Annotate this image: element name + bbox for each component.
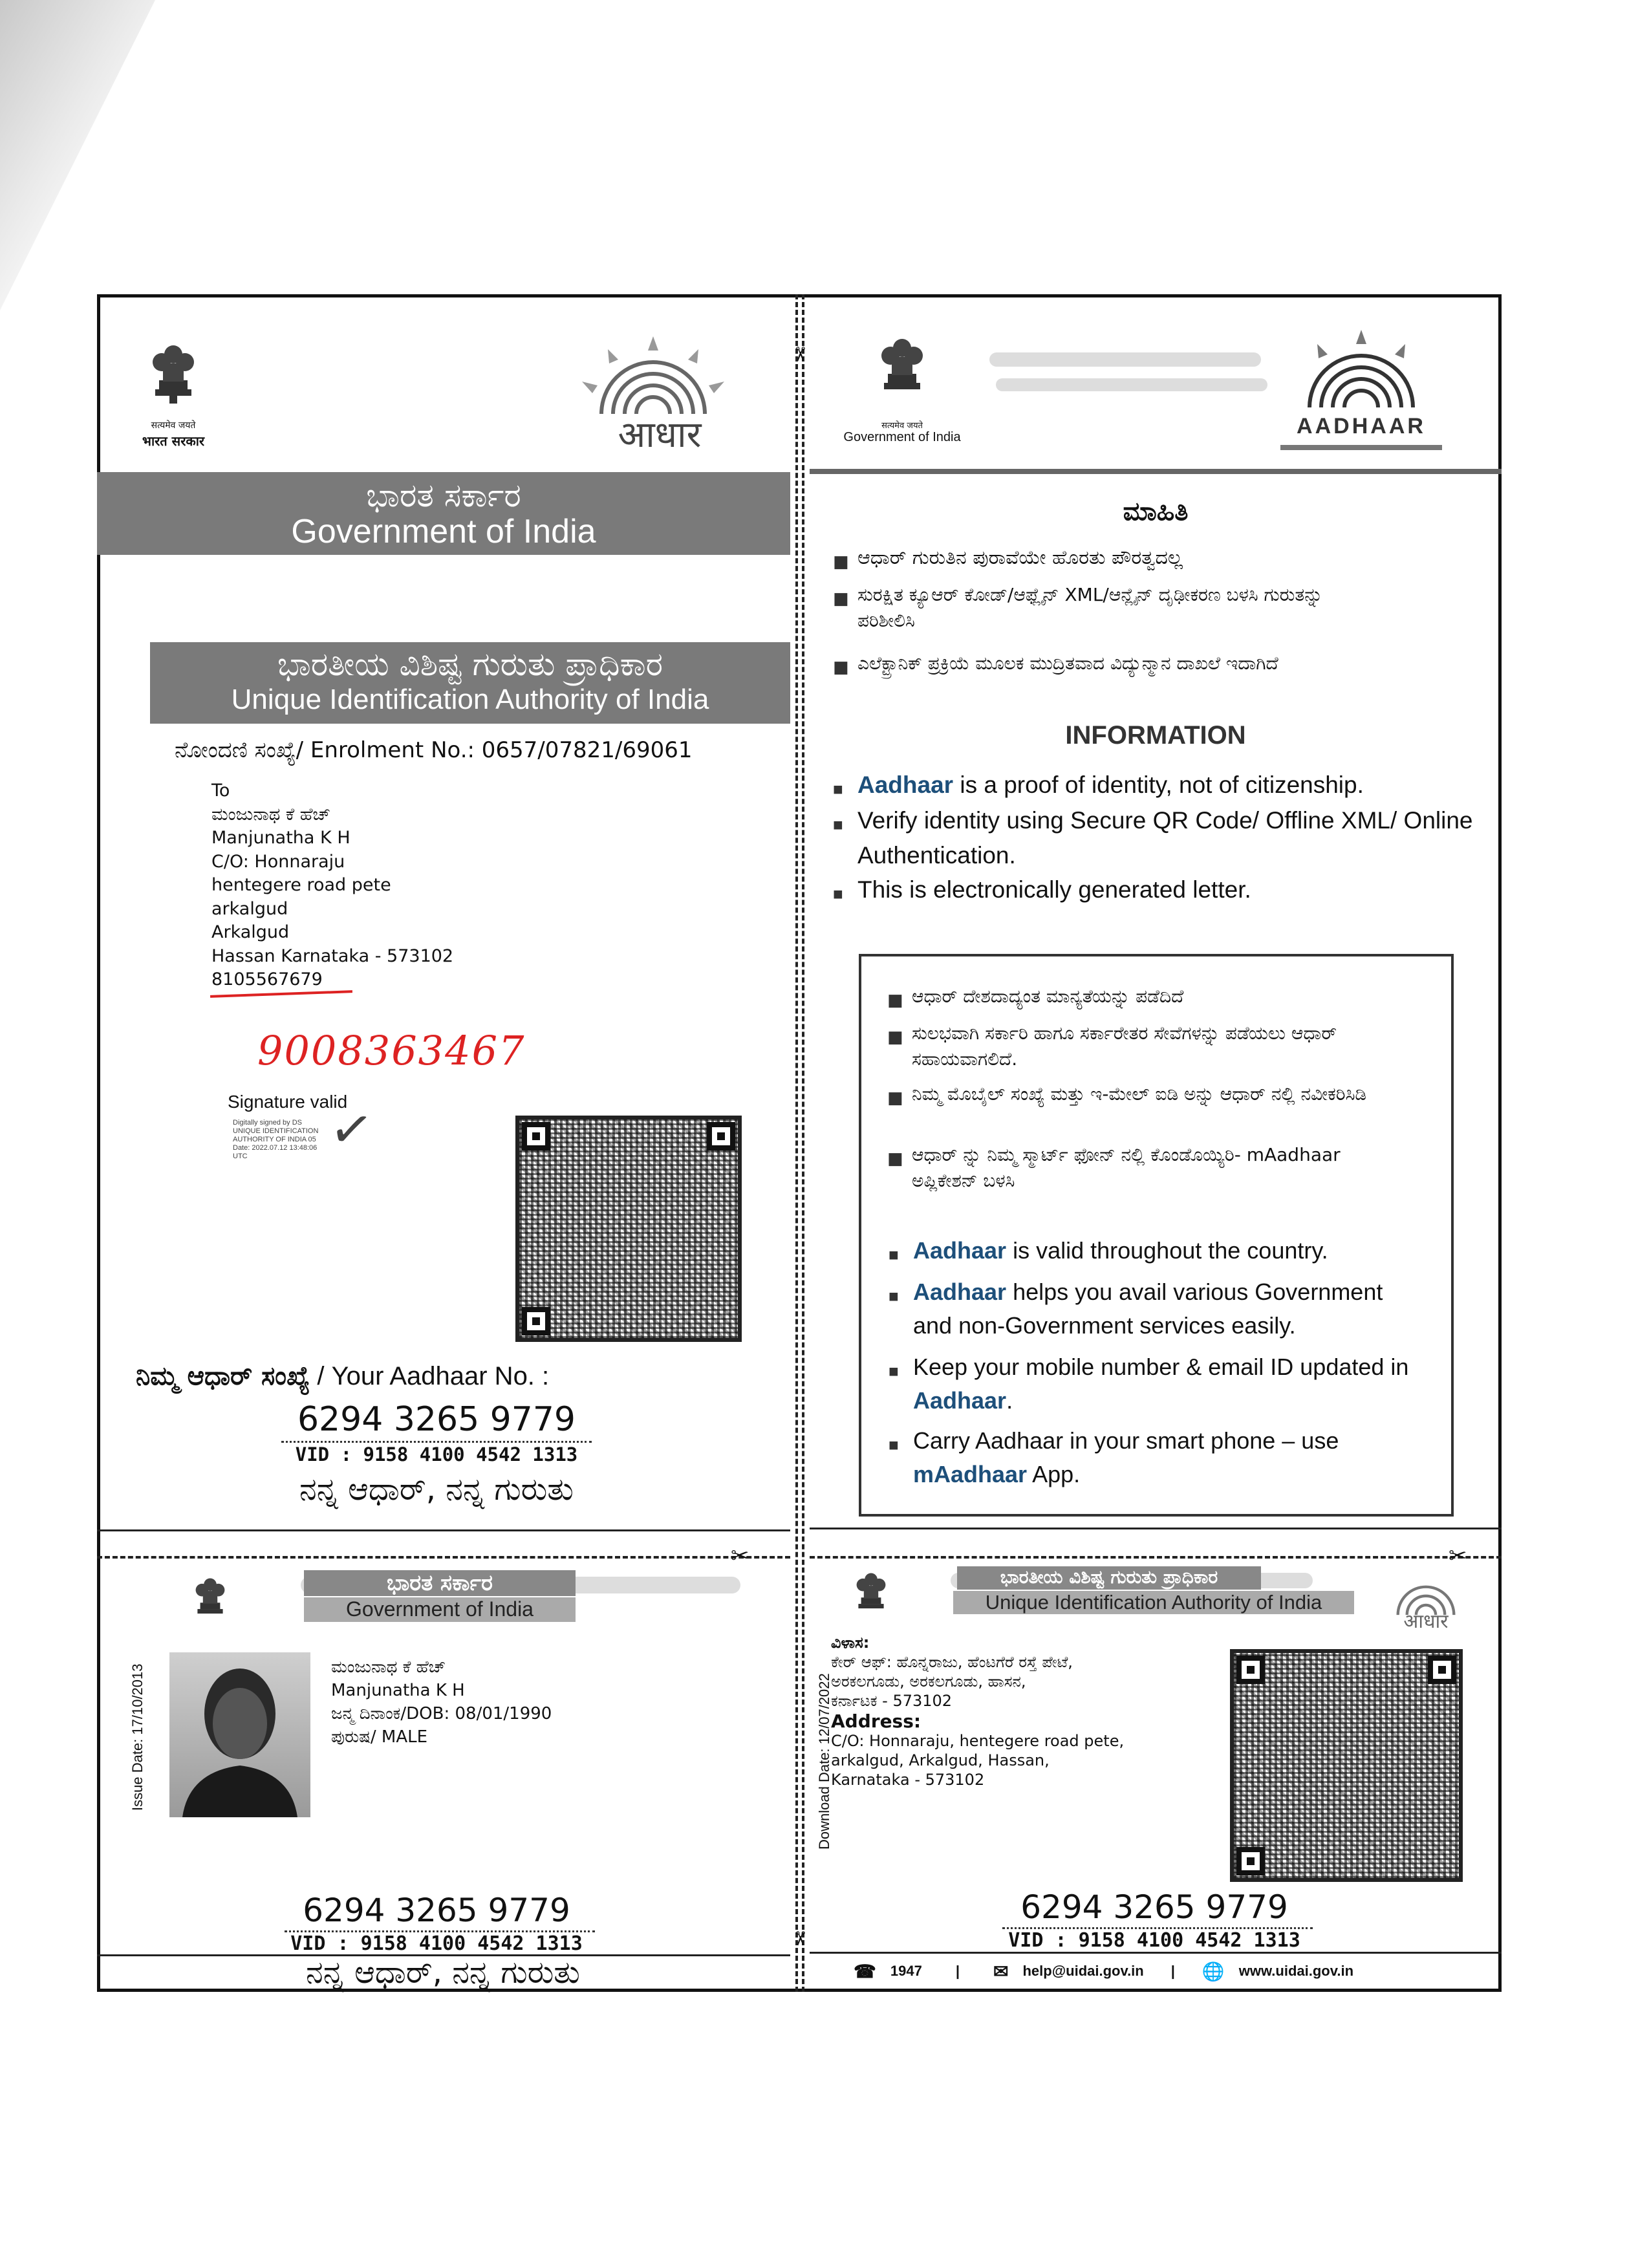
gender: ಪುರುಷ/ MALE	[331, 1727, 428, 1747]
vid-number: VID : 9158 4100 4542 1313	[295, 1443, 578, 1465]
address-english-line: arkalgud, Arkalgud, Hassan,	[831, 1751, 1050, 1769]
box-kannada-item: ■ ಆಧಾರ್ ನ್ನು ನಿಮ್ಮ ಸ್ಮಾರ್ಟ್ ಫೋನ್ ನಲ್ಲಿ ಕೊಂಡೊಯ್ಯಿರಿ- mAadhaar ಅಪ್ಲಿಕೇಶನ್ ಬಳಸಿ	[912, 1142, 1403, 1194]
address-line: Manjunatha K H	[211, 828, 350, 848]
card-aadhaar-number: 6294 3265 9779	[303, 1892, 570, 1929]
right-section-divider	[810, 1528, 1502, 1529]
download-date: Download Date: 12/07/2022	[816, 1673, 832, 1850]
address-line: Hassan Karnataka - 573102	[211, 945, 454, 966]
footer-divider: |	[955, 1963, 960, 1979]
redaction-smudge	[989, 352, 1261, 367]
card-slogan: ನನ್ನ ಆಧಾರ್, ನನ್ನ ಗುರುತು	[306, 1954, 580, 1991]
government-band	[97, 472, 790, 555]
address-kannada-line: ಕೇರ್ ಆಫ್: ಹೊನ್ನರಾಜು, ಹೆಂಟಗೆರೆ ರಸ್ತೆ ಪೇಟೆ,	[831, 1653, 1073, 1671]
address-label-kannada: ವಿಳಾಸ:	[831, 1634, 870, 1652]
box-english-item: ■ Carry Aadhaar in your smart phone – use mAadhaar App.	[913, 1424, 1424, 1491]
website: www.uidai.gov.in	[1238, 1963, 1354, 1979]
info-kannada-item: ■ ಸುರಕ್ಷಿತ ಕ್ಯೂಆರ್ ಕೋಡ್/ಆಫ್ಲೈನ್ XML/ಆನ್ಲೈನ್ ದೃಢೀಕರಣ ಬಳಸಿ ಗುರುತನ್ನು ಪರಿಶೀಲಿಸಿ	[857, 582, 1362, 634]
box-english-item: ■ Aadhaar is valid throughout the country.	[913, 1234, 1430, 1268]
info-english-item: ■ Aadhaar is a proof of identity, not of citizenship.	[857, 768, 1478, 802]
uidai-band	[150, 642, 790, 724]
qr-code	[515, 1116, 742, 1342]
gov-kannada: ಭಾರತ ಸರ್ಕಾರ	[366, 477, 521, 514]
date-of-birth: ಜನ್ಮ ದಿನಾಂಕ/DOB: 08/01/1990	[331, 1704, 552, 1723]
issue-date: Issue Date: 17/10/2013	[129, 1663, 146, 1811]
your-aadhaar-label: ನಿಮ್ಮ ಆಧಾರ್ ಸಂಖ್ಯೆ / Your Aadhaar No. :	[136, 1361, 550, 1391]
card-back-bottom-rule	[810, 1952, 1502, 1954]
aadhaar-number: 6294 3265 9779	[297, 1400, 576, 1439]
handwritten-number: 9008363467	[257, 1027, 526, 1074]
signature-checkmark-icon: ✓	[326, 1097, 377, 1161]
address-line: C/O: Honnaraju	[211, 851, 345, 872]
scissors-icon: ✂	[789, 345, 811, 363]
card-gov-english: Government of India	[304, 1597, 576, 1622]
address-line: To	[211, 781, 230, 801]
page-curl-shadow	[0, 0, 155, 310]
footer-divider: |	[1170, 1963, 1175, 1979]
national-emblem-icon	[141, 335, 206, 416]
aadhaar-logo-icon	[1284, 330, 1439, 420]
globe-icon: 🌐	[1202, 1961, 1225, 1982]
digital-signature-details: Digitally signed by DS UNIQUE IDENTIFICATION AUTHORITY OF INDIA 05 Date: 2022.07.12 13:48:06 UTC	[233, 1119, 319, 1160]
address-line: ಮಂಜುನಾಥ ಕೆ ಹೆಚ್	[211, 804, 330, 825]
info-title-kannada: ಮಾಹಿತಿ	[1123, 497, 1189, 526]
card-back-vid: VID : 9158 4100 4542 1313	[1008, 1929, 1300, 1952]
address-block	[211, 779, 453, 992]
vertical-cut-line	[790, 294, 810, 1992]
scissors-icon: ✂	[731, 1544, 749, 1568]
info-kannada-item: ■ ಎಲೆಕ್ಟ್ರಾನಿಕ್ ಪ್ರಕ್ರಿಯೆ ಮೂಲಕ ಮುದ್ರಿತವಾದ ವಿದ್ಯುನ್ಮಾನ ದಾಖಲೆ ಇದಾಗಿದೆ	[857, 647, 1362, 680]
enrolment-number: ನೋಂದಣಿ ಸಂಖ್ಯೆ/ Enrolment No.: 0657/07821/69061	[175, 737, 693, 763]
horizontal-cut-line-right	[810, 1551, 1502, 1564]
horizontal-cut-line-left	[97, 1551, 790, 1564]
address-kannada-line: ಕರ್ನಾಟಕ - 573102	[831, 1692, 953, 1710]
box-kannada-item: ■ ಸುಲಭವಾಗಿ ಸರ್ಕಾರಿ ಹಾಗೂ ಸರ್ಕಾರೇತರ ಸೇವೆಗಳನ್ನು ಪಡೆಯಲು ಆಧಾರ್ ಸಹಾಯವಾಗಲಿದೆ.	[912, 1021, 1390, 1072]
name-kannada: ಮಂಜುನಾಥ ಕೆ ಹೆಚ್	[331, 1658, 446, 1677]
national-emblem-icon	[188, 1570, 233, 1628]
email: help@uidai.gov.in	[1022, 1963, 1144, 1979]
info-english-item: ■ Verify identity using Secure QR Code/ Offline XML/ Online Authentication.	[857, 803, 1478, 873]
emblem-caption-small: सत्यमेव जयते	[881, 421, 923, 431]
info-title-english: INFORMATION	[1065, 721, 1246, 750]
address-kannada-line: ಅರಕಲಗೂಡು, ಅರಕಲಗೂಡು, ಹಾಸನ,	[831, 1672, 1026, 1690]
address-english-line: C/O: Honnaraju, hentegere road pete,	[831, 1732, 1125, 1750]
right-header-divider	[810, 469, 1502, 474]
uidai-kannada: ಭಾರತೀಯ ವಿಶಿಷ್ಟ ಗುರುತು ಪ್ರಾಧಿಕಾರ	[277, 645, 663, 683]
left-section-divider	[97, 1529, 790, 1531]
phone-icon: ☎	[854, 1961, 876, 1982]
box-english-item: ■ Aadhaar helps you avail various Government and non-Government services easily.	[913, 1275, 1424, 1343]
box-english-item: ■ Keep your mobile number & email ID updated in Aadhaar.	[913, 1350, 1424, 1418]
box-kannada-item: ■ ಆಧಾರ್ ದೇಶದಾದ್ಯಂತ ಮಾನ್ಯತೆಯನ್ನು ಪಡೆದಿದೆ	[912, 983, 1429, 1010]
card-holder-details	[331, 1656, 552, 1749]
card-uidai-kannada: ಭಾರತೀಯ ವಿಶಿಷ್ಟ ಗುರುತು ಪ್ರಾಧಿಕಾರ	[957, 1566, 1261, 1590]
address-line: Arkalgud	[211, 922, 290, 942]
qr-code	[1230, 1649, 1463, 1882]
aadhaar-logo-text: AADHAAR	[1280, 414, 1442, 450]
address-card-back	[831, 1633, 1124, 1789]
phone-number: 1947	[890, 1963, 922, 1979]
address-line: arkalgud	[211, 898, 288, 919]
email-icon: ✉	[993, 1961, 1009, 1982]
address-line: 8105567679	[211, 969, 323, 989]
card-back-aadhaar-number: 6294 3265 9779	[1020, 1888, 1288, 1926]
gov-english: Government of India	[291, 513, 596, 550]
card-back-logo-text: आधार	[1403, 1610, 1449, 1633]
contact-footer	[854, 1958, 1474, 1984]
signature-valid: Signature valid	[228, 1092, 348, 1112]
address-line: hentegere road pete	[211, 875, 391, 895]
emblem-caption: Government of India	[843, 430, 961, 444]
aadhaar-logo-text: आधार	[618, 414, 702, 456]
scissors-icon: ✂	[1449, 1544, 1467, 1568]
uidai-english: Unique Identification Authority of India	[231, 684, 709, 715]
card-gov-kannada: ಭಾರತ ಸರ್ಕಾರ	[304, 1570, 576, 1596]
box-kannada-item: ■ ನಿಮ್ಮ ಮೊಬೈಲ್ ಸಂಖ್ಯೆ ಮತ್ತು ಇ-ಮೇಲ್ ಐಡಿ ಅನ್ನು ಆಧಾರ್ ನಲ್ಲಿ ನವೀಕರಿಸಿಡಿ	[912, 1081, 1416, 1107]
card-uidai-english: Unique Identification Authority of India	[953, 1591, 1354, 1614]
scissors-icon: ✂	[789, 1930, 811, 1947]
redaction-smudge	[996, 378, 1267, 391]
card-vid: VID : 9158 4100 4542 1313	[290, 1932, 583, 1955]
emblem-caption: भारत सरकार	[142, 433, 205, 449]
address-english-line: Karnataka - 573102	[831, 1771, 985, 1789]
address-label-english: Address:	[831, 1711, 921, 1732]
national-emblem-icon	[870, 329, 934, 409]
national-emblem-icon	[848, 1565, 894, 1623]
dotted-underline	[281, 1441, 592, 1443]
info-english-item: ■ This is electronically generated letter.	[857, 873, 1478, 907]
slogan: ನನ್ನ ಆಧಾರ್, ನನ್ನ ಗುರುತು	[299, 1471, 574, 1507]
photo	[169, 1652, 310, 1817]
info-kannada-item: ■ ಆಧಾರ್ ಗುರುತಿನ ಪುರಾವೆಯೇ ಹೊರತು ಪೌರತ್ವದಲ್ಲ	[857, 545, 1349, 572]
emblem-caption-small: सत्यमेव जयते	[151, 420, 196, 431]
name-english: Manjunatha K H	[331, 1681, 465, 1700]
